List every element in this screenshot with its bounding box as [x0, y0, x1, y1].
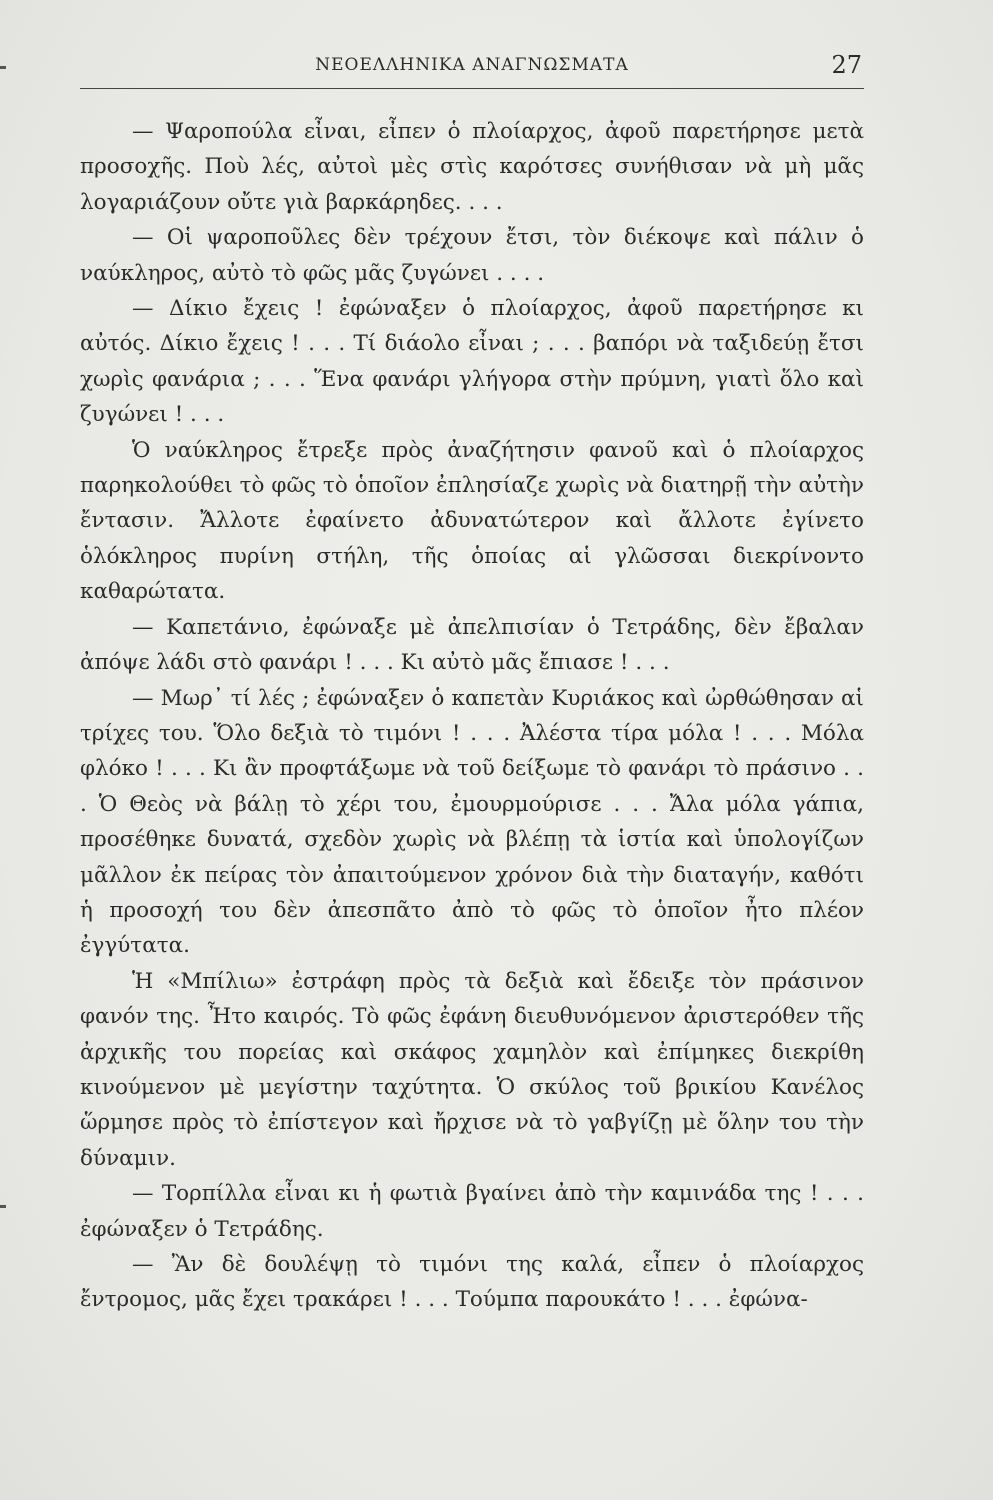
running-title: ΝΕΟΕΛΛΗΝΙΚΑ ΑΝΑΓΝΩΣΜΑΤΑ	[315, 55, 629, 75]
paragraph-5: — Καπετάνιο, ἐφώναξε μὲ ἀπελπισίαν ὁ Τετράδης, δὲν ἔβαλαν ἀπόψε λάδι στὸ φανάρι ! . . . Κι αὐτὸ μᾶς ἔπιασε ! . . .	[80, 614, 864, 676]
page-number: 27	[831, 51, 862, 79]
paragraph-1: — Ψαροπούλα εἶναι, εἶπεν ὁ πλοίαρχος, ἀφοῦ παρετήρησε μετὰ προσοχῆς. Ποὺ λές, αὐτοὶ μὲς στὶς καρότσες συνήθισαν νὰ μὴ μᾶς λογαριάζουν οὔτε γιὰ βαρκάρηδες. . . .	[80, 119, 864, 215]
paragraph-8: — Τορπίλλα εἶναι κι ἡ φωτιὰ βγαίνει ἀπὸ τὴν καμινάδα της ! . . . ἐφώναξεν ὁ Τετράδης.	[80, 1181, 864, 1242]
margin-mark-left-top	[0, 66, 6, 69]
body-text	[80, 114, 864, 1318]
paragraph-4: Ὁ ναύκληρος ἔτρεξε πρὸς ἀναζήτησιν φανοῦ καὶ ὁ πλοίαρχος παρηκολούθει τὸ φῶς τὸ ὁποῖον ἐπλησίαζε χωρὶς νὰ διατηρῇ τὴν αὐτὴν ἔντασιν. Ἄλλοτε ἐφαίνετο ἀδυνατώτερον καὶ ἄλλοτε ἐγίνετο ὁλόκληρος πυρίνη στήλη, τῆς ὁποίας αἱ γλῶσσαι διεκρίνοντο καθαρώτατα.	[80, 437, 864, 605]
margin-mark-left-bottom	[0, 1205, 6, 1208]
paragraph-6: — Μωρ᾽ τί λές ; ἐφώναξεν ὁ καπετὰν Κυριάκος καὶ ὠρθώθησαν αἱ τρίχες του. Ὅλο δεξιὰ τὸ τιμόνι ! . . . Ἀλέστα τίρα μόλα ! . . . Μόλα φλόκο ! . . . Κι ἂν προφτάξωμε νὰ τοῦ δείξωμε τὸ φανάρι τὸ πράσινο . . . Ὁ Θεὸς νὰ βάλῃ τὸ χέρι του, ἐμουρμούρισε . . . Ἄλα μόλα γάπια, προσέθηκε δυνατά, σχεδὸν χωρὶς νὰ βλέπῃ τὰ ἱστία καὶ ὑπολογίζων μᾶλλον ἐκ πείρας τὸν ἀπαιτούμενον χρόνον διὰ τὴν διαταγήν, καθότι ἡ προσοχή του δὲν ἀπεσπᾶτο ἀπὸ τὸ φῶς τὸ ὁποῖον ἦτο πλέον ἐγγύτατα.	[80, 685, 864, 959]
paragraph-2: — Οἱ ψαροποῦλες δὲν τρέχουν ἔτσι, τὸν διέκοψε καὶ πάλιν ὁ ναύκληρος, αὐτὸ τὸ φῶς μᾶς ζυγώνει . . . .	[80, 225, 864, 286]
page-header	[80, 51, 864, 91]
paragraph-3: — Δίκιο ἔχεις ! ἐφώναξεν ὁ πλοίαρχος, ἀφοῦ παρετήρησε κι αὐτός. Δίκιο ἔχεις ! . . . Τί διάολο εἶναι ; . . . βαπόρι νὰ ταξιδεύῃ ἔτσι χωρὶς φανάρια ; . . . Ἕνα φανάρι γλήγορα στὴν πρύμνη, γιατὶ ὅλο καὶ ζυγώνει ! . . .	[80, 296, 864, 428]
paragraph-7: Ἡ «Μπίλιω» ἐστράφη πρὸς τὰ δεξιὰ καὶ ἔδειξε τὸν πράσινον φανόν της. Ἦτο καιρός. Τὸ φῶς ἐφάνη διευθυνόμενον ἀριστερόθεν τῆς ἀρχικῆς του πορείας καὶ σκάφος χαμηλὸν καὶ ἐπίμηκες διεκρίθη κινούμενον μὲ μεγίστην ταχύτητα. Ὁ σκύλος τοῦ βρικίου Κανέλος ὥρμησε πρὸς τὸ ἐπίστεγον καὶ ἤρχισε νὰ τὸ γαβγίζῃ μὲ ὅλην του τὴν δύναμιν.	[80, 968, 864, 1171]
header-rule	[80, 88, 864, 89]
paragraph-9: — Ἂν δὲ δουλέψῃ τὸ τιμόνι της καλά, εἶπεν ὁ πλοίαρχος ἔντρομος, μᾶς ἔχει τρακάρει ! . . . Τούμπα παρουκάτο ! . . . ἐφώνα-	[80, 1252, 864, 1313]
